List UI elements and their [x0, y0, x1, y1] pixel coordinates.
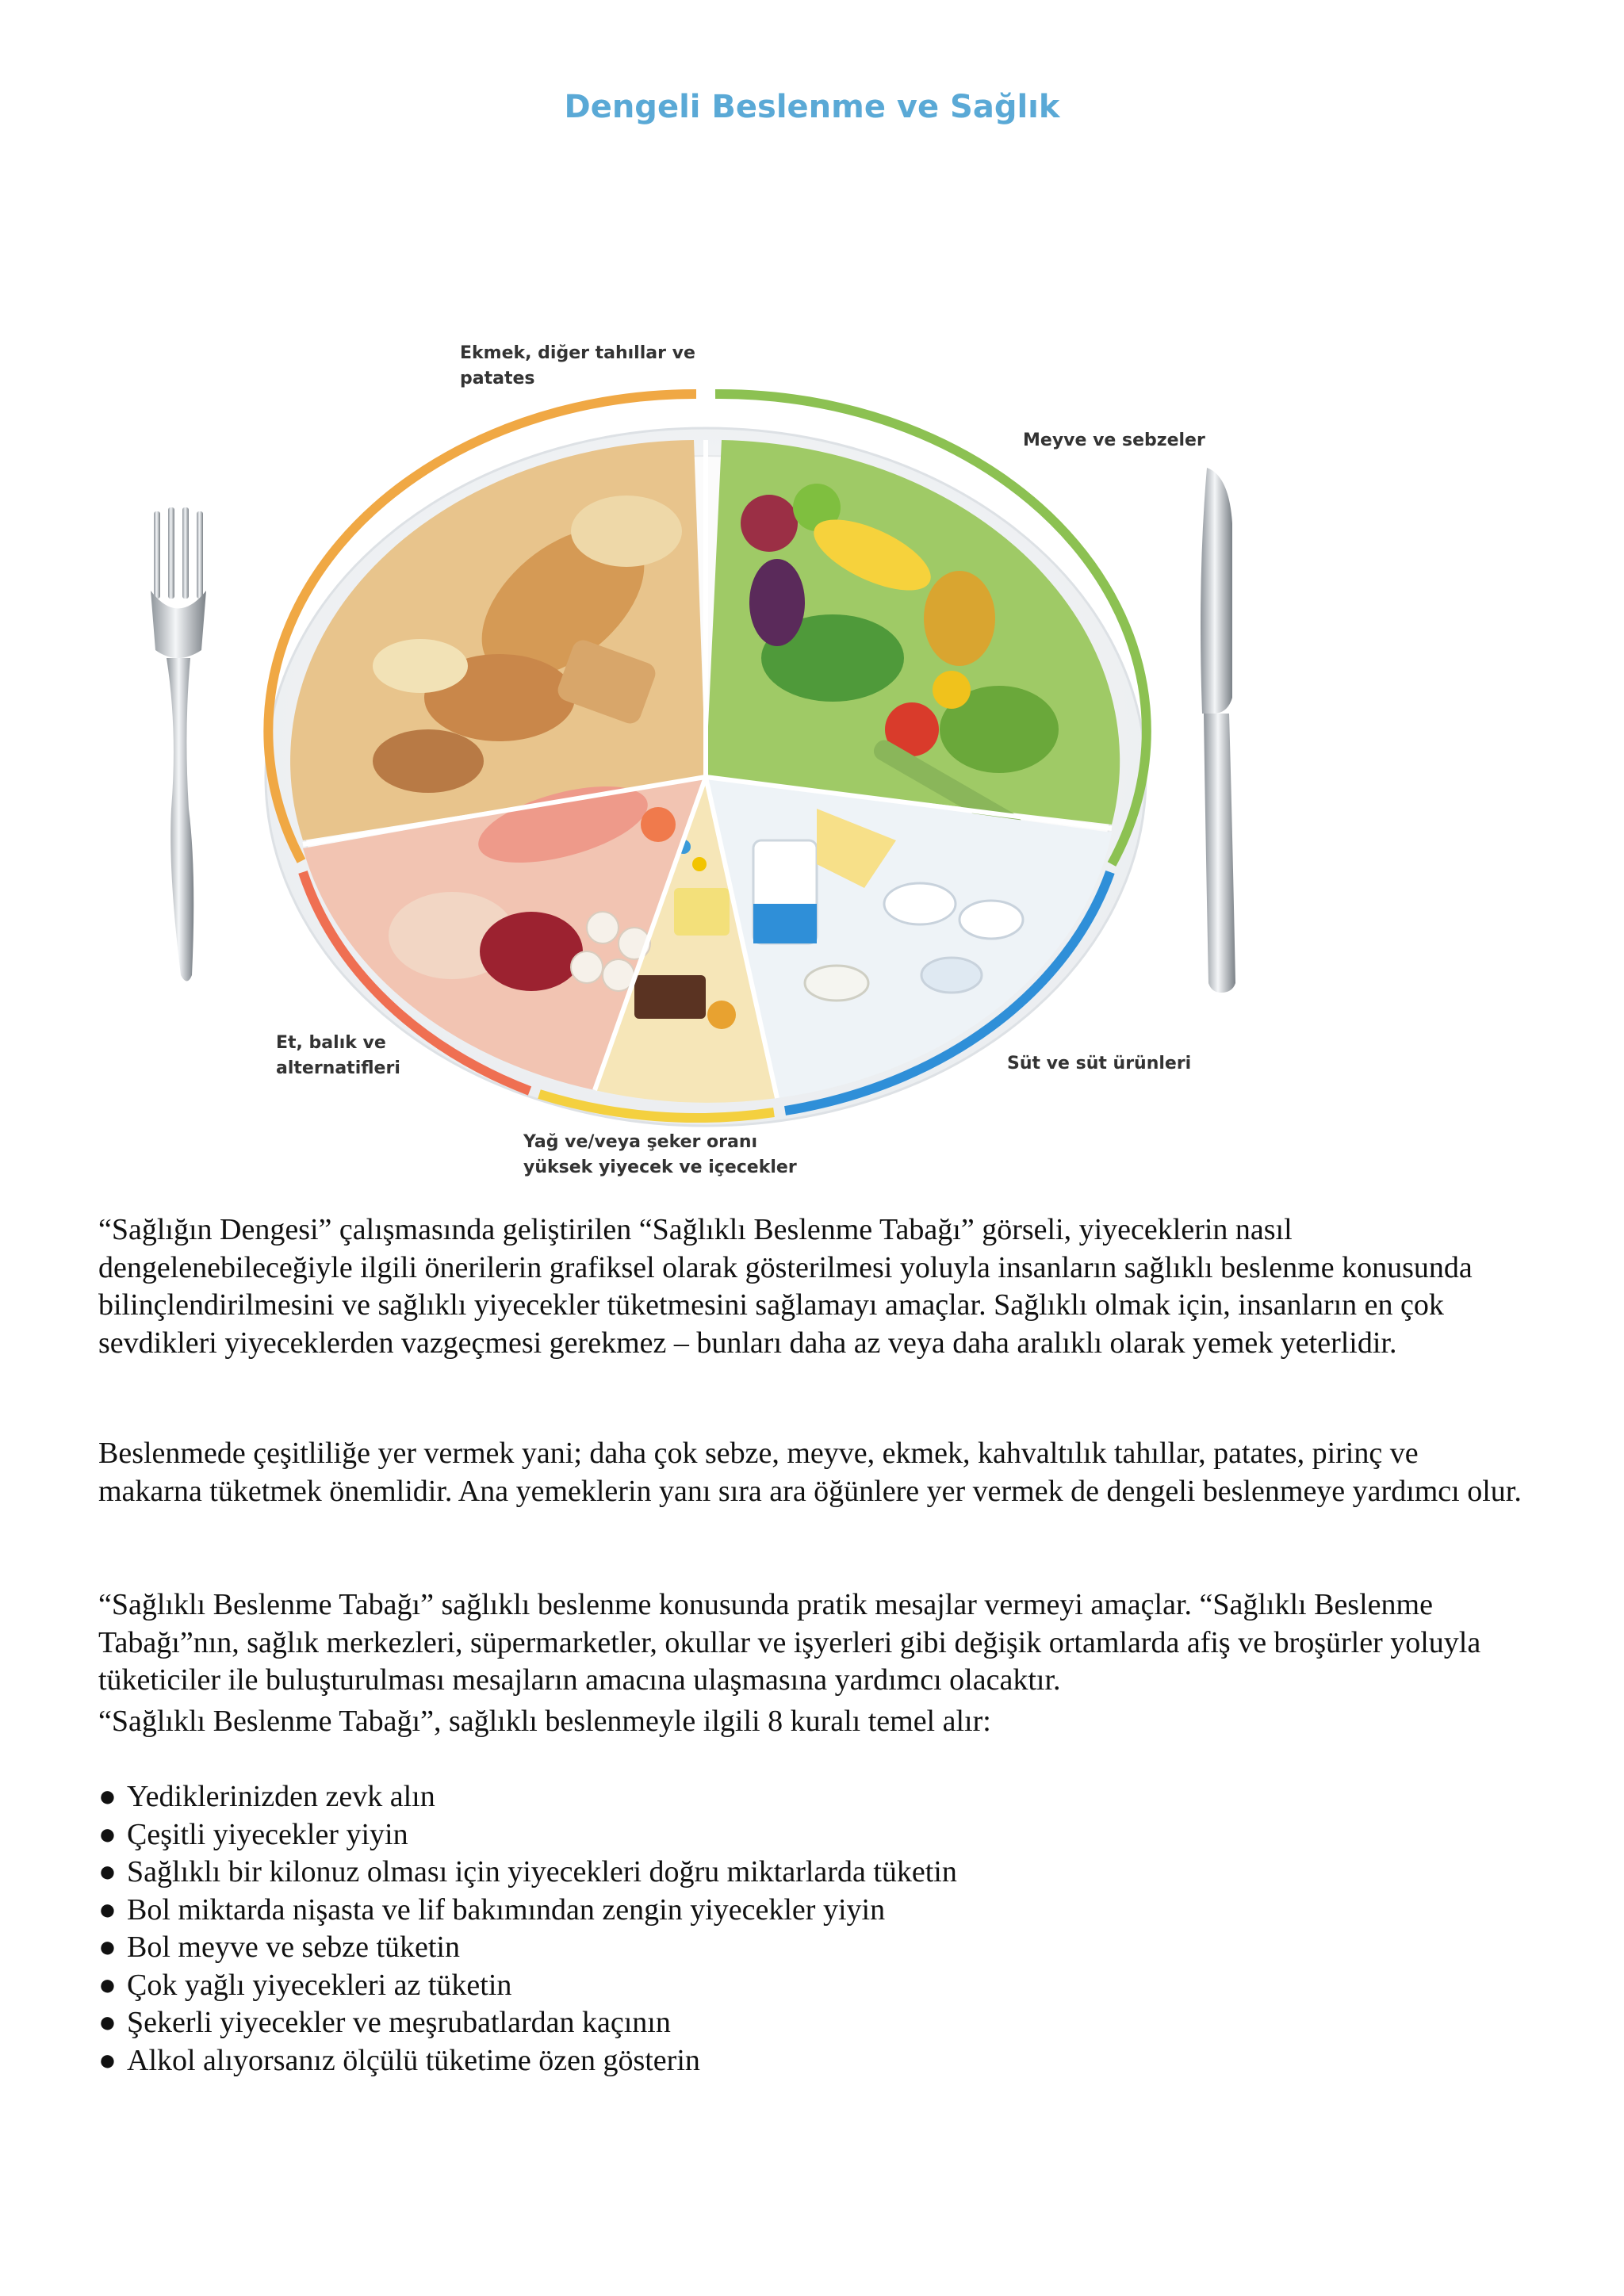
rules-list [98, 1778, 1526, 2080]
list-item-text: Şekerli yiyecekler ve meşrubatlardan kaçının [127, 2006, 671, 2039]
paragraph-1-text: “Sağlığın Dengesi” çalışmasında geliştirilen “Sağlıklı Beslenme Tabağı” görseli, yiyeceklerin nasıl dengelenebileceğiyle ilgili önerilerin grafiksel olarak gösterilmesi yoluyla insanların sağlıklı beslenme konusunda bilinçlendirilmesini ve sağlıklı yiyecekler tüketmesini sağlamayı amaçlar. Sağlıklı olmak için, insanların en çok sevdikleri yiyeceklerden vazgeçmesi gerekmez – bunları daha az veya daha aralıklı olarak yemek yeterlidir. [98, 1213, 1473, 1360]
list-item-text: Çok yağlı yiyecekleri az tüketin [127, 1968, 512, 2002]
label-fruits-veg: Meyve ve sebzeler [1023, 430, 1205, 450]
bullet-icon: ● [98, 1892, 117, 1927]
list-item [98, 1854, 1526, 1892]
label-grains-line1: Ekmek, diğer tahıllar ve [460, 343, 695, 363]
paragraph-3-text: “Sağlıklı Beslenme Tabağı” sağlıklı beslenme konusunda pratik mesajlar vermeyi amaçlar. “Sağlıklı Beslenme Tabağı”nın, sağlık merkezleri, süpermarketler, okullar ve işyerleri gibi değişik ortamlarda afiş ve broşürler yoluyla tüketiciler ile buluşturulması mesajların amacına ulaşmasına yardımcı olacaktır. [98, 1588, 1481, 1697]
label-grains-line2: patates [460, 369, 535, 388]
list-item-text: Yediklerinizden zevk alın [127, 1780, 435, 1813]
label-meat-line1: Et, balık ve [276, 1033, 386, 1053]
list-item [98, 1967, 1526, 2005]
bullet-icon: ● [98, 2043, 117, 2077]
list-item [98, 2042, 1526, 2080]
fork-icon [151, 507, 206, 982]
bullet-icon: ● [98, 1855, 117, 1888]
bullet-icon: ● [98, 1780, 117, 1813]
label-fat-sugar-line1: Yağ ve/veya şeker oranı [523, 1132, 758, 1152]
paragraph-2-text: Beslenmede çeşitliliğe yer vermek yani; daha çok sebze, meyve, ekmek, kahvaltılık tahıllar, patates, pirinç ve makarna tüketmek önemlidir. Ana yemeklerin yanı sıra ara öğünlere yer vermek de dengeli beslenmeye yardımcı olur. [98, 1437, 1522, 1508]
healthy-eating-plate-figure [119, 317, 1324, 1205]
paragraph-2 [98, 1435, 1526, 1510]
label-dairy: Süt ve süt ürünleri [1007, 1054, 1192, 1073]
list-item [98, 2004, 1526, 2042]
list-item [98, 1816, 1526, 1854]
list-item-text: Sağlıklı bir kilonuz olması için yiyecekleri doğru miktarlarda tüketin [127, 1855, 957, 1888]
list-item [98, 1892, 1526, 1930]
label-meat-line2: alternatifleri [276, 1058, 400, 1078]
list-item-text: Bol meyve ve sebze tüketin [127, 1931, 460, 1964]
paragraph-1 [98, 1211, 1526, 1362]
list-item [98, 1929, 1526, 1967]
label-meat [276, 1031, 400, 1081]
list-item [98, 1778, 1526, 1816]
label-fat-sugar-line2: yüksek yiyecek ve içecekler [523, 1158, 797, 1177]
paragraph-4 [98, 1703, 1526, 1741]
list-item-text: Çeşitli yiyecekler yiyin [127, 1817, 408, 1851]
page-title: Dengeli Beslenme ve Sağlık [564, 89, 1060, 125]
list-item-text: Bol miktarda nişasta ve lif bakımından zengin yiyecekler yiyin [127, 1892, 886, 1927]
paragraph-4-text: “Sağlıklı Beslenme Tabağı”, sağlıklı beslenmeyle ilgili 8 kuralı temel alır: [98, 1705, 991, 1738]
knife-icon [1201, 468, 1235, 993]
bullet-icon: ● [98, 1817, 117, 1851]
bullet-icon: ● [98, 1968, 117, 2002]
bullet-icon: ● [98, 1931, 117, 1964]
bullet-icon: ● [98, 2006, 117, 2039]
label-grains [460, 341, 695, 392]
paragraph-3 [98, 1586, 1526, 1700]
list-item-text: Alkol alıyorsanız ölçülü tüketime özen gösterin [127, 2043, 700, 2077]
label-fat-sugar [523, 1130, 797, 1181]
